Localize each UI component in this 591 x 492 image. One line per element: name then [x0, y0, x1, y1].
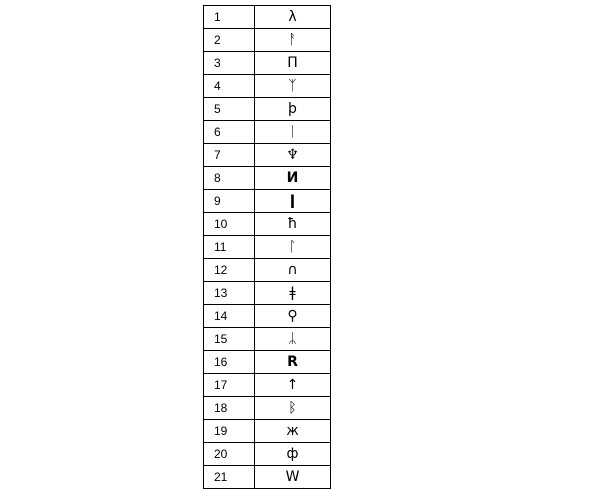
row-number: 2: [204, 29, 255, 52]
table-row: [204, 351, 331, 374]
row-number: 7: [204, 144, 255, 167]
table-row: [204, 397, 331, 420]
table-row: [204, 6, 331, 29]
row-number: 3: [204, 52, 255, 75]
row-number: 11: [204, 236, 255, 259]
row-number: 15: [204, 328, 255, 351]
row-symbol: ᛦ: [255, 328, 331, 351]
row-number: 6: [204, 121, 255, 144]
row-number: 4: [204, 75, 255, 98]
row-number: 18: [204, 397, 255, 420]
row-symbol: ᛒ: [255, 397, 331, 420]
row-number: 20: [204, 443, 255, 466]
row-symbol: ǀ: [255, 190, 331, 213]
table-row: [204, 305, 331, 328]
row-symbol: ᛚ: [255, 236, 331, 259]
row-number: 5: [204, 98, 255, 121]
table-row: [204, 121, 331, 144]
row-symbol: ħ: [255, 213, 331, 236]
table-row: [204, 328, 331, 351]
row-number: 10: [204, 213, 255, 236]
row-number: 12: [204, 259, 255, 282]
row-symbol: И: [255, 167, 331, 190]
row-symbol: ⚲: [255, 305, 331, 328]
row-symbol: þ: [255, 98, 331, 121]
table-row: [204, 75, 331, 98]
row-symbol: ∩: [255, 259, 331, 282]
row-number: 17: [204, 374, 255, 397]
table-row: [204, 29, 331, 52]
row-symbol: ж: [255, 420, 331, 443]
symbol-table: [203, 5, 331, 489]
table-row: [204, 282, 331, 305]
table-row: [204, 98, 331, 121]
row-symbol: ᚨ: [255, 29, 331, 52]
table-row: [204, 420, 331, 443]
row-number: 9: [204, 190, 255, 213]
row-symbol: Π: [255, 52, 331, 75]
table-row: [204, 167, 331, 190]
row-symbol: ф: [255, 443, 331, 466]
table-row: [204, 144, 331, 167]
row-symbol: W: [255, 466, 331, 489]
row-number: 19: [204, 420, 255, 443]
table-row: [204, 52, 331, 75]
row-symbol: ♆: [255, 144, 331, 167]
row-symbol: R: [255, 351, 331, 374]
table-row: [204, 466, 331, 489]
row-symbol: ᛉ: [255, 75, 331, 98]
row-number: 1: [204, 6, 255, 29]
row-symbol: ᛁ: [255, 121, 331, 144]
table-row: [204, 443, 331, 466]
row-symbol: ǂ: [255, 282, 331, 305]
table-row: [204, 213, 331, 236]
row-number: 13: [204, 282, 255, 305]
table-row: [204, 374, 331, 397]
row-number: 14: [204, 305, 255, 328]
table-row: [204, 259, 331, 282]
row-number: 16: [204, 351, 255, 374]
table-row: [204, 236, 331, 259]
row-symbol: ↑: [255, 374, 331, 397]
symbol-table-body: [204, 6, 331, 489]
row-symbol: λ: [255, 6, 331, 29]
table-row: [204, 190, 331, 213]
row-number: 21: [204, 466, 255, 489]
row-number: 8: [204, 167, 255, 190]
